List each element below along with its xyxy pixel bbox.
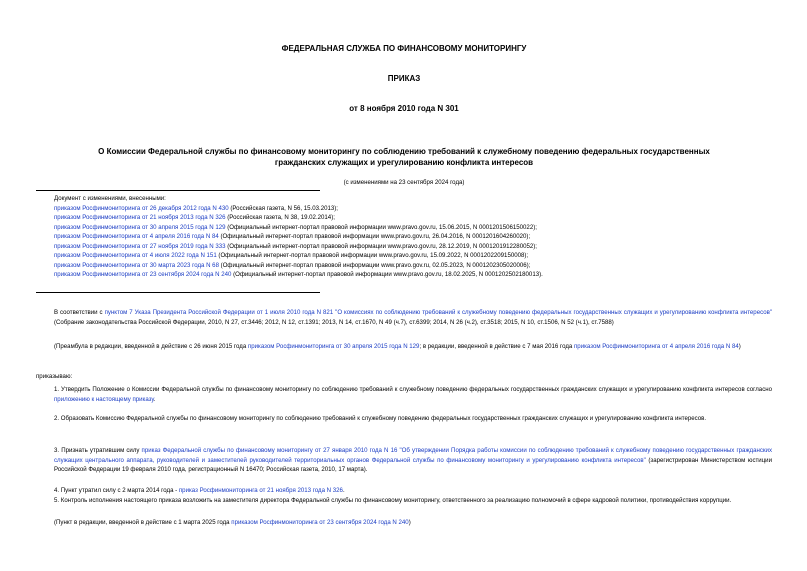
change-link[interactable]: приказом Росфинмониторинга от 27 ноября 2019 года N 333: [54, 242, 226, 250]
top-divider: [36, 190, 320, 191]
change-link[interactable]: приказом Росфинмониторинга от 30 марта 2023 года N 68: [54, 261, 219, 269]
order-link[interactable]: приказом Росфинмониторинга от 23 сентября 2024 года N 240: [231, 519, 409, 526]
preamble-note: (Преамбула в редакции, введенной в действие с 26 июня 2015 года приказом Росфинмониторинга от 30 апреля 2015 года N 129; в редакции, введенной в действие с 7 мая 2016 года приказом Росфинмониторинга от 4 апреля 2016 года N 84): [54, 343, 741, 350]
list-item: приказом Росфинмониторинга от 30 марта 2023 года N 68 (Официальный интернет-портал правовой информации www.pravo.gov.ru, 02.05.2023, N 0001202305020006);: [54, 261, 531, 269]
document-type: ПРИКАЗ: [387, 74, 421, 83]
list-item: приказом Росфинмониторинга от 4 апреля 2016 года N 84 (Официальный интернет-портал правовой информации www.pravo.gov.ru, 26.04.2016, N 0001201604260020);: [54, 233, 531, 240]
change-link[interactable]: приказом Росфинмониторинга от 23 сентября 2024 года N 240: [54, 271, 232, 278]
list-item: приказом Росфинмониторинга от 23 сентября 2024 года N 240 (Официальный интернет-портал правовой информации www.pravo.gov.ru, 18.02.2025, N 0001202502180013).: [54, 271, 543, 278]
changes-list: [54, 194, 772, 280]
document-title: О Комиссии Федеральной службы по финансовому мониторингу по соблюдению требований к служебному поведению федеральных государственных гражданских служащих и урегулированию конфликта интересов: [98, 147, 710, 167]
repealed-order-link[interactable]: приказ Федеральной службы по финансовому мониторингу от 27 января 2010 года N 16 "Об утверждении Порядка работы комиссии по соблюдению требований к служебному поведению государственных гражданских служащих центрального аппарата, руководителей и заместителей руководителей территориальных органов Федеральной службы по финансовому мониторингу и урегулированию конфликта интересов": [54, 447, 772, 464]
order-link[interactable]: приказом Росфинмониторинга от 30 апреля 2015 года N 129: [247, 343, 420, 350]
list-item: приказом Росфинмониторинга от 30 апреля 2015 года N 129 (Официальный интернет-портал правовой информации www.pravo.gov.ru, 15.06.2015, N 0001201506150022);: [54, 223, 537, 231]
list-item: приказом Росфинмониторинга от 27 ноября 2019 года N 333 (Официальный интернет-портал правовой информации www.pravo.gov.ru, 28.12.2019, N 0001201912280052);: [54, 242, 537, 250]
change-link[interactable]: приказом Росфинмониторинга от 4 апреля 2016 года N 84: [54, 233, 219, 240]
paragraph-2: 2. Образовать Комиссию Федеральной службы по финансовому мониторингу по соблюдению требований к служебному поведению федеральных государственных гражданских служащих и урегулированию конфликта интересов.: [54, 415, 707, 422]
bottom-divider: [36, 292, 320, 293]
paragraph-5-note: (Пункт в редакции, введенной в действие с 1 марта 2025 года приказом Росфинмониторинга от 23 сентября 2024 года N 240): [54, 519, 411, 526]
appendix-link[interactable]: приложению к настоящему приказу: [54, 395, 154, 403]
list-item: приказом Росфинмониторинга от 21 ноября 2013 года N 326 (Российская газета, N 38, 19.02.2014);: [54, 214, 335, 221]
document-date: от 8 ноября 2010 года N 301: [349, 104, 459, 113]
list-item: приказом Росфинмониторинга от 26 декабря 2012 года N 430 (Российская газета, N 56, 15.03.2013);: [54, 204, 338, 212]
order-word: приказываю:: [36, 373, 73, 380]
paragraph-5: 5. Контроль исполнения настоящего приказа возложить на заместителя директора Федеральной службы по финансовому мониторингу, ответственного за реализацию полномочий в сфере кадровой политики, противодействия коррупции.: [54, 497, 732, 504]
order-link[interactable]: приказом Росфинмониторинга от 4 апреля 2016 года N 84: [574, 343, 739, 350]
order-link[interactable]: приказ Росфинмониторинга от 21 ноября 2013 года N 326: [178, 487, 343, 494]
change-link[interactable]: приказом Росфинмониторинга от 30 апреля 2015 года N 129: [54, 223, 226, 231]
organization-heading: ФЕДЕРАЛЬНАЯ СЛУЖБА ПО ФИНАНСОВОМУ МОНИТОРИНГУ: [281, 44, 527, 53]
change-link[interactable]: приказом Росфинмониторинга от 26 декабря 2012 года N 430: [54, 204, 229, 212]
paragraph-1: 1. Утвердить Положение о Комиссии Федеральной службы по финансовому мониторингу по соблюдению требований к служебному поведению федеральных государственных гражданских служащих и урегулированию конфликта интересов согласно приложению к настоящему приказу.: [54, 386, 772, 403]
paragraph-3: 3. Признать утратившим силу приказ Федеральной службы по финансовому мониторингу от 27 января 2010 года N 16 "Об утверждении Порядка работы комиссии по соблюдению требований к служебному поведению государственных гражданских служащих центрального аппарата, руководителей и заместителей руководителей территориальных органов Федеральной службы по финансовому мониторингу и урегулированию конфликта интересов" (зарегистрирован Министерством юстиции Российской Федерации 19 февраля 2010 года, регистрационный N 16470; Российская газета, 2010, 17 марта).: [54, 447, 772, 473]
paragraph-4: 4. Пункт утратил силу с 2 марта 2014 года - приказ Росфинмониторинга от 21 ноября 2013 года N 326.: [54, 487, 345, 494]
change-link[interactable]: приказом Росфинмониторинга от 4 июля 2022 года N 151: [54, 252, 217, 259]
change-link[interactable]: приказом Росфинмониторинга от 21 ноября 2013 года N 326: [54, 214, 226, 221]
changes-intro: Документ с изменениями, внесенными:: [54, 195, 166, 202]
decree-link[interactable]: пунктом 7 Указа Президента Российской Федерации от 1 июля 2010 года N 821 "О комиссиях по соблюдению требований к служебному поведению федеральных государственных служащих и урегулированию конфликта интересов": [104, 309, 772, 316]
preamble-paragraph: В соответствии с пунктом 7 Указа Президента Российской Федерации от 1 июля 2010 года N 821 "О комиссиях по соблюдению требований к служебному поведению федеральных государственных служащих и урегулированию конфликта интересов" (Собрание законодательства Российской Федерации, 2010, N 27, ст.3446; 2012, N 12, ст.1391; 2013, N 14, ст.1670, N 49 (ч.7), ст.6399; 2014, N 26 (ч.2), ст.3518; 2015, N 10, ст.1506, N 52 (ч.1), ст.7588): [54, 309, 772, 326]
edition-note: (с изменениями на 23 сентября 2024 года): [343, 179, 465, 186]
list-item: приказом Росфинмониторинга от 4 июля 2022 года N 151 (Официальный интернет-портал правовой информации www.pravo.gov.ru, 15.09.2022, N 0001202209150008);: [54, 252, 529, 259]
